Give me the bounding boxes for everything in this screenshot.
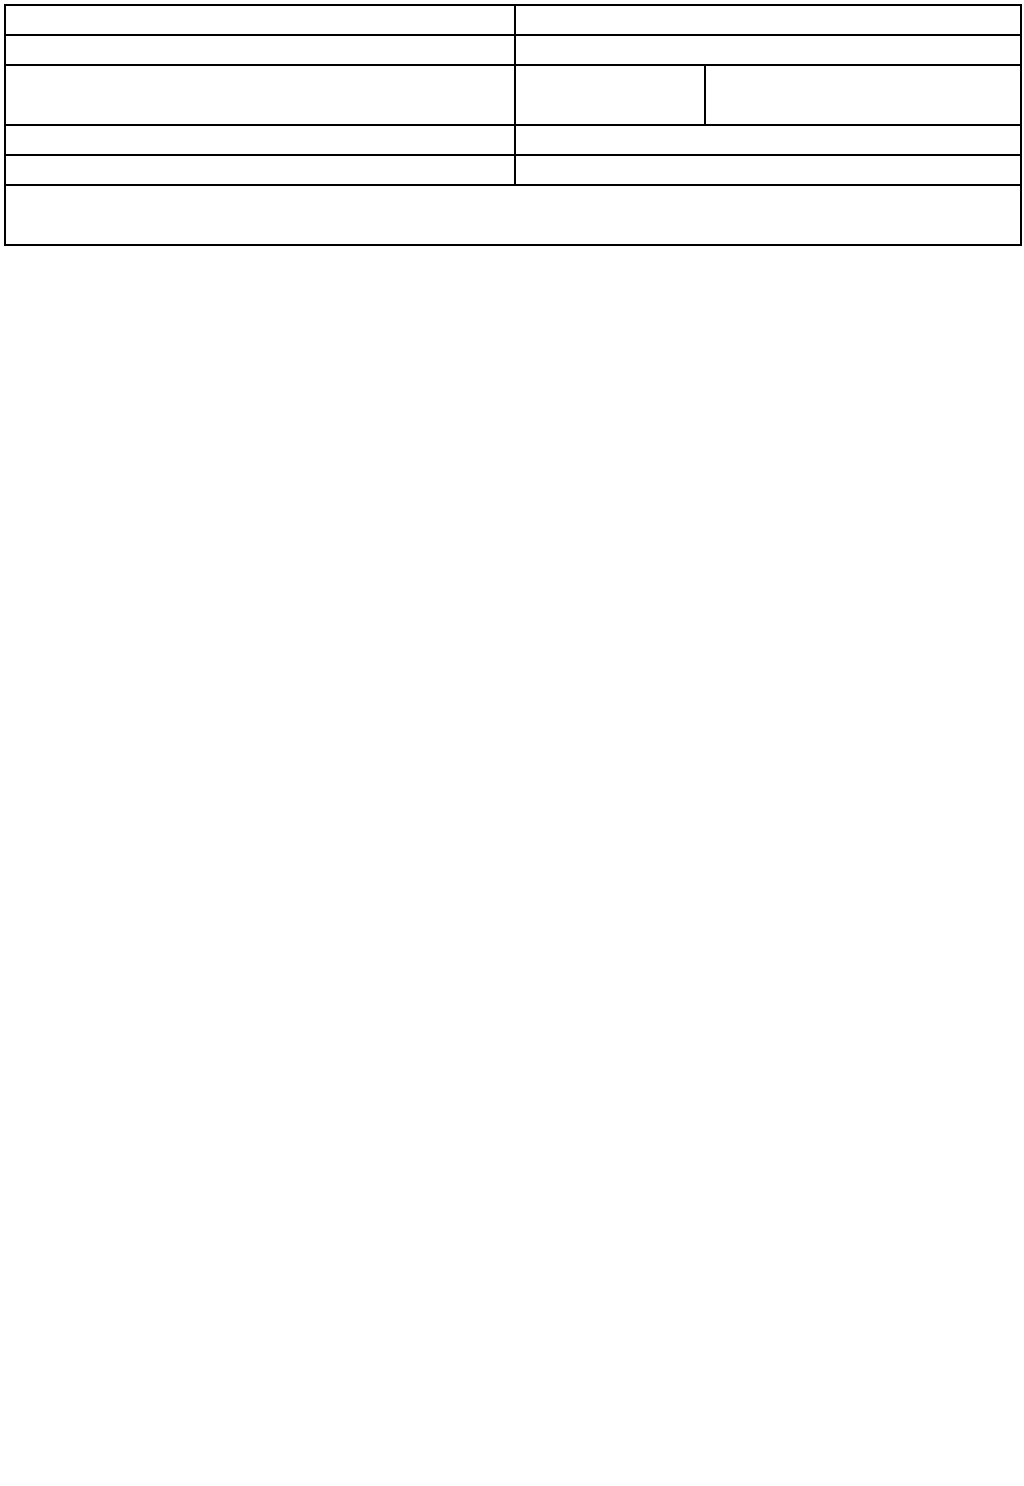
section-header xyxy=(5,185,1021,245)
table-row xyxy=(5,125,1021,155)
row-label xyxy=(5,35,515,65)
table-body-units xyxy=(5,5,1021,245)
row-value-merged xyxy=(515,5,1021,35)
equipment-table xyxy=(4,4,1022,246)
row-label xyxy=(5,5,515,35)
row-value-right xyxy=(705,65,1021,125)
row-label xyxy=(5,65,515,125)
section-header-row xyxy=(5,185,1021,245)
table-row xyxy=(5,35,1021,65)
row-value-left xyxy=(515,65,705,125)
row-label xyxy=(5,155,515,185)
row-value-merged xyxy=(515,35,1021,65)
row-value-merged xyxy=(515,155,1021,185)
footnotes xyxy=(6,1126,962,1154)
table-row xyxy=(5,5,1021,35)
row-label xyxy=(5,125,515,155)
table-row xyxy=(5,155,1021,185)
row-value-merged xyxy=(515,125,1021,155)
table-row xyxy=(5,65,1021,125)
